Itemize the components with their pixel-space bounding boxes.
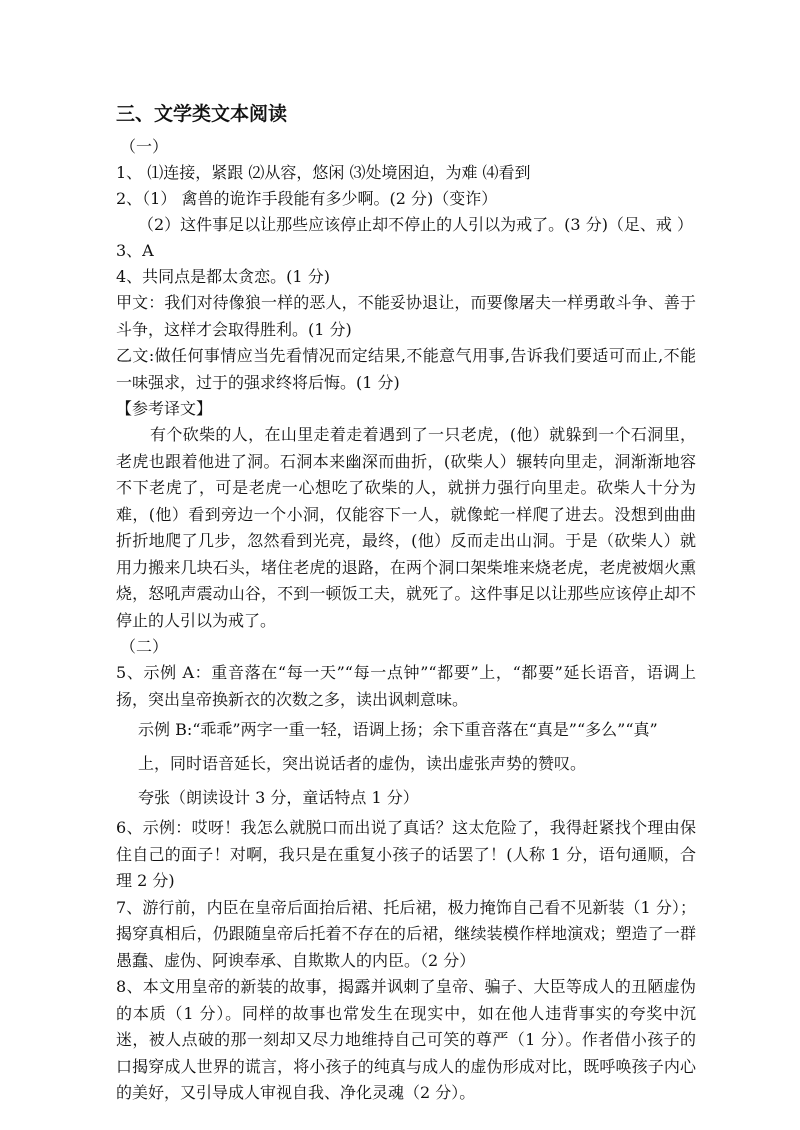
answer-q4: 4、共同点是都太贪恋。(1 分) <box>116 267 330 286</box>
answer-q5-example-a: 5、示例 A：重音落在“每一天”“每一点钟”“都要”上，“都要”延长语音，语调上扬，突出皇帝换新衣的次数之多，读出讽刺意味。 <box>116 663 696 709</box>
answer-q4-jia: 甲文：我们对待像狼一样的恶人，不能妥协退让，而要像屠夫一样勇敢斗争、善于斗争，这样才会取得胜利。(1 分) <box>116 293 696 339</box>
answer-q2-part1: 2、（1） 禽兽的诡诈手段能有多少啊。(2 分)（变诈） <box>116 189 498 208</box>
answer-content <box>116 100 696 1107</box>
part-one-label: （一） <box>120 137 169 156</box>
answer-q1: 1、 ⑴连接，紧跟 ⑵从容，悠闲 ⑶处境困迫，为难 ⑷看到 <box>116 163 531 182</box>
part-two-label: （二） <box>120 637 169 656</box>
reference-translation-text: 有个砍柴的人，在山里走着走着遇到了一只老虎，(他）就躲到一个石洞里，老虎也跟着他进了洞。石洞本来幽深而曲折，(砍柴人）辗转向里走，洞渐渐地容不下老虎了，可是老虎一心想吃了砍柴的人，就拼力强行向里走。砍柴人十分为难，(他）看到旁边一个小洞，仅能容下一人，就像蛇一样爬了进去。没想到曲曲折折地爬了几步，忽然看到光亮，最终，(他）反而走出山洞。于是（砍柴人）就用力搬来几块石头，堵住老虎的退路，在两个洞口架柴堆来烧老虎，老虎被烟火熏烧，怒吼声震动山谷，不到一顿饭工夫，就死了。这件事足以让那些应该停止却不停止的人引以为戒了。 <box>116 425 696 630</box>
answer-q3: 3、A <box>116 241 154 260</box>
reference-translation-label: 【参考译文】 <box>116 399 213 418</box>
answer-q5-scoring: 夸张（朗读设计 3 分，童话特点 1 分） <box>138 788 419 807</box>
answer-q5-example-b-line2: 上，同时语音延长，突出说话者的虚伪，读出虚张声势的赞叹。 <box>138 754 587 773</box>
answer-q2-part2: （2）这件事足以让那些应该停止却不停止的人引以为戒了。(3 分)（足、戒 ） <box>138 215 694 234</box>
answer-q8: 8、本文用皇帝的新装的故事，揭露并讽刺了皇帝、骗子、大臣等成人的丑陋虚伪的本质（1 分）。同样的故事也常发生在现实中，如在他人违背事实的夸奖中沉迷，被人点破的那一刻却又尽力地维持自己可笑的尊严（1 分）。作者借小孩子的口揭穿成人世界的谎言，将小孩子的纯真与成人的虚伪形成对比，既呼唤孩子内心的美好，又引导成人审视自我、净化灵魂（2 分）。 <box>116 977 696 1102</box>
section-heading: 三、文学类文本阅读 <box>116 103 288 125</box>
answer-q5-example-b-line1: 示例 B:“乖乖”两字一重一轻，语调上扬；余下重音落在“真是”“多么”“真” <box>138 720 658 739</box>
answer-q7: 7、游行前，内臣在皇帝后面抬后裙、托后裙，极力掩饰自己看不见新装（1 分）；揭穿真相后，仍跟随皇帝后托着不存在的后裙，继续装模作样地演戏；塑造了一群愚蠢、虚伪、阿谀奉承、自欺欺人的内臣。（2 分） <box>116 897 696 970</box>
answer-q6: 6、示例：哎呀！我怎么就脱口而出说了真话？这太危险了，我得赶紧找个理由保住自己的面子！对啊，我只是在重复小孩子的话罢了！(人称 1 分，语句通顺，合理 2 分) <box>116 818 696 890</box>
answer-q4-yi: 乙文:做任何事情应当先看情况而定结果,不能意气用事,告诉我们要适可而止,不能一味强求，过于的强求终将后悔。(1 分) <box>116 346 696 392</box>
